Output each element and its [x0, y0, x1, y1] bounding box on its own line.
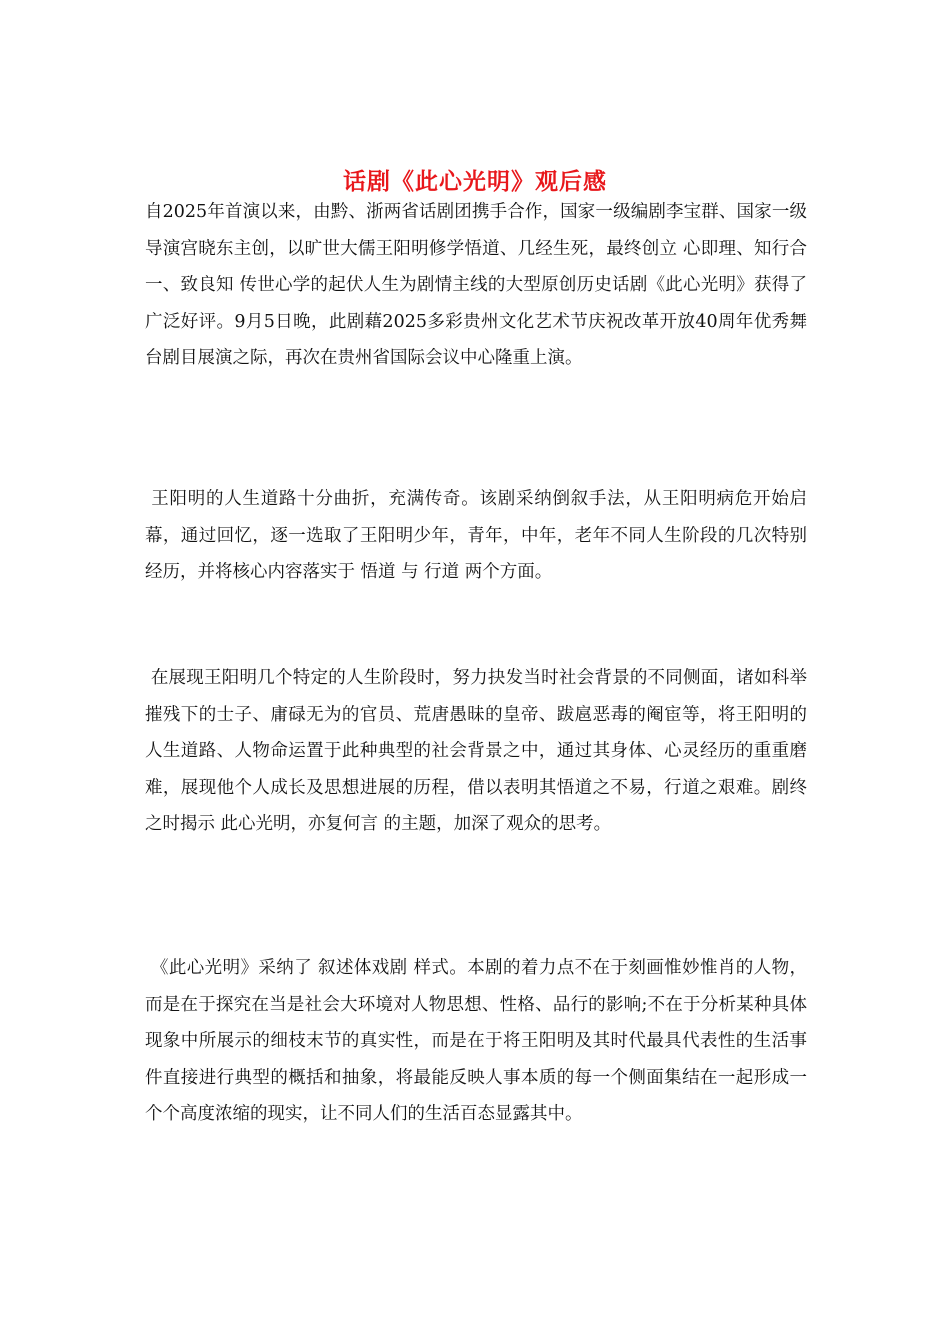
paragraph-life-path: 王阳明的人生道路十分曲折，充满传奇。该剧采纳倒叙手法，从王阳明病危开始启幕，通过回忆，逐一选取了王阳明少年，青年，中年，老年不同人生阶段的几次特别经历，并将核心内容落实于 悟道 与 行道 两个方面。 — [145, 489, 807, 582]
paragraph-narrative-style: 《此心光明》采纳了 叙述体戏剧 样式。本剧的着力点不在于刻画惟妙惟肖的人物，而是在于探究在当是社会大环境对人物思想、性格、品行的影响;不在于分析某种具体现象中所展示的细枝末节的真实性，而是在于将王阳明及其时代最具代表性的生活事件直接进行典型的概括和抽象，将最能反映人事本质的每一个侧面集结在一起形成一个个高度浓缩的现实，让不同人们的生活百态显露其中。 — [145, 958, 807, 1124]
paragraph-social-background: 在展现王阳明几个特定的人生阶段时，努力抉发当时社会背景的不同侧面，诸如科举摧残下的士子、庸碌无为的官员、荒唐愚昧的皇帝、跋扈恶毒的阉宦等，将王阳明的人生道路、人物命运置于此种典型的社会背景之中，通过其身体、心灵经历的重重磨难，展现他个人成长及思想进展的历程，借以表明其悟道之不易，行道之艰难。剧终之时揭示 此心光明，亦复何言 的主题，加深了观众的思考。 — [145, 668, 807, 834]
paragraph-intro: 自2025年首演以来，由黔、浙两省话剧团携手合作，国家一级编剧李宝群、国家一级导演宫晓东主创，以旷世大儒王阳明修学悟道、几经生死，最终创立 心即理、知行合一、致良知 传世心学的起伏人生为剧情主线的大型原创历史话剧《此心光明》获得了广泛好评。9月5日晚，此剧藉2025多彩贵州文化艺术节庆祝改革开放40周年优秀舞台剧目展演之际，再次在贵州省国际会议中心隆重上演。 — [145, 202, 807, 368]
document-title: 话剧《此心光明》观后感 — [343, 168, 607, 196]
